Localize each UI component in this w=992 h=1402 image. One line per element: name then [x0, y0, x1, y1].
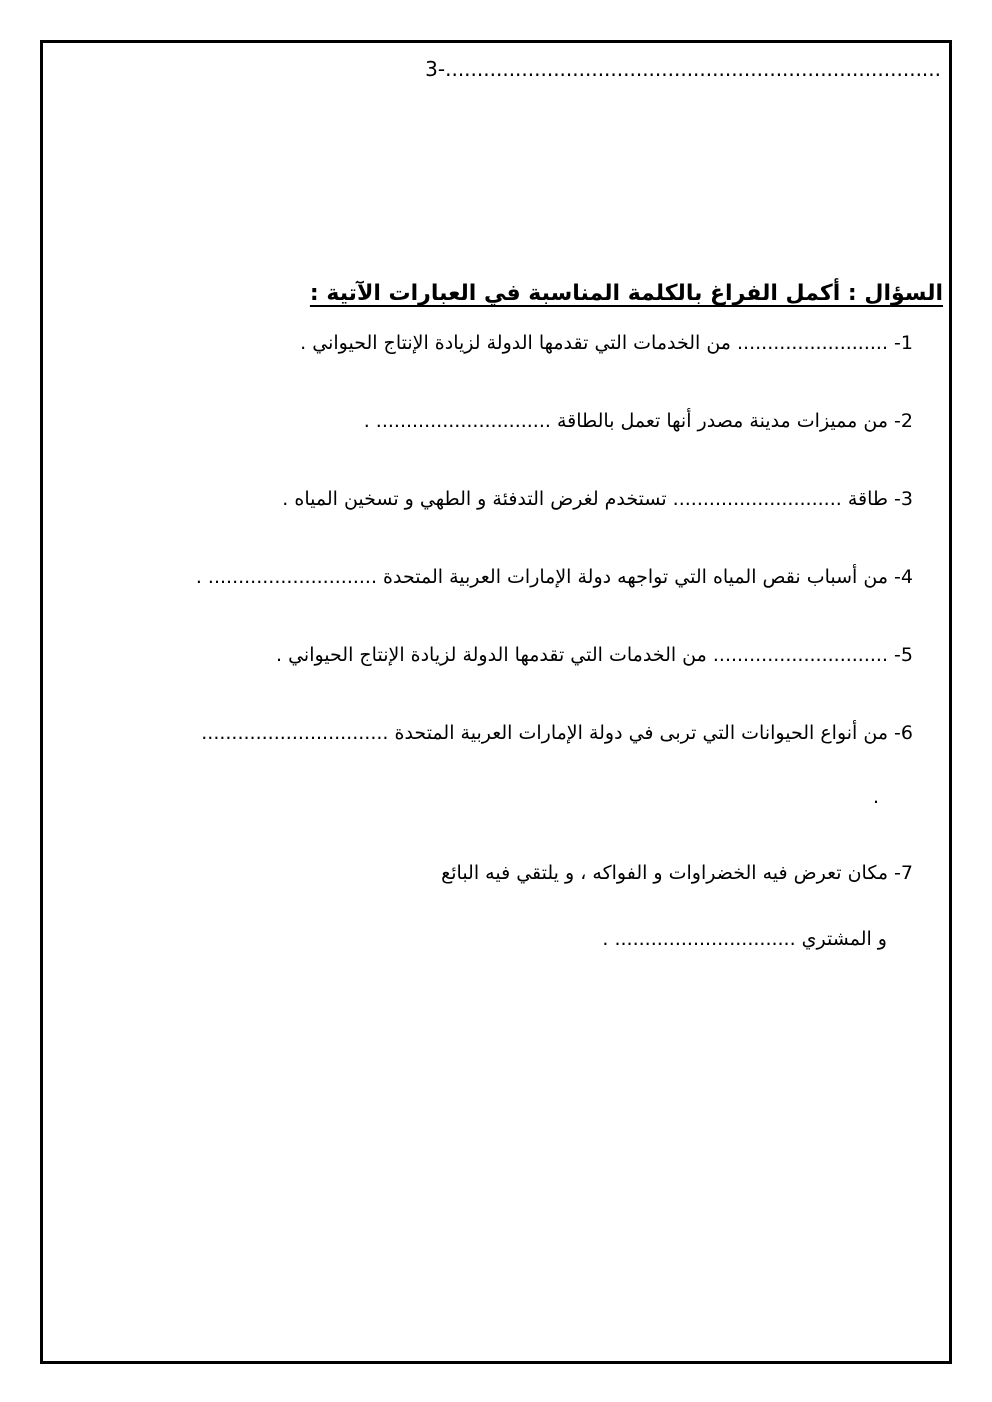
- fill-blank-item-5: 5- ............................. من الخدمات التي تقدمها الدولة لزيادة الإنتاج الحيواني .: [276, 644, 913, 666]
- worksheet-frame: [40, 40, 952, 1364]
- fill-blank-item-1: 1- ......................... من الخدمات التي تقدمها الدولة لزيادة الإنتاج الحيواني .: [300, 332, 913, 354]
- previous-answer-line: 3-..............................................................................: [425, 57, 941, 81]
- fill-blank-item-7: 7- مكان تعرض فيه الخضراوات و الفواكه ، و يلتقي فيه البائع: [441, 862, 913, 884]
- fill-blank-item-6: 6- من أنواع الحيوانات التي تربى في دولة الإمارات العربية المتحدة ...............................: [201, 722, 913, 744]
- fill-blank-item-2: 2- من مميزات مدينة مصدر أنها تعمل بالطاقة ............................. .: [363, 410, 913, 432]
- fill-blank-item-3: 3- طاقة ............................ تستخدم لغرض التدفئة و الطهي و تسخين المياه .: [282, 488, 913, 510]
- fill-blank-item-6-end: .: [872, 786, 879, 808]
- fill-blank-item-7-continuation: و المشتري .............................. .: [602, 928, 887, 950]
- question-title: السؤال : أكمل الفراغ بالكلمة المناسبة في العبارات الآتية :: [309, 281, 943, 306]
- fill-blank-item-4: 4- من أسباب نقص المياه التي تواجهه دولة الإمارات العربية المتحدة ............................ .: [195, 566, 913, 588]
